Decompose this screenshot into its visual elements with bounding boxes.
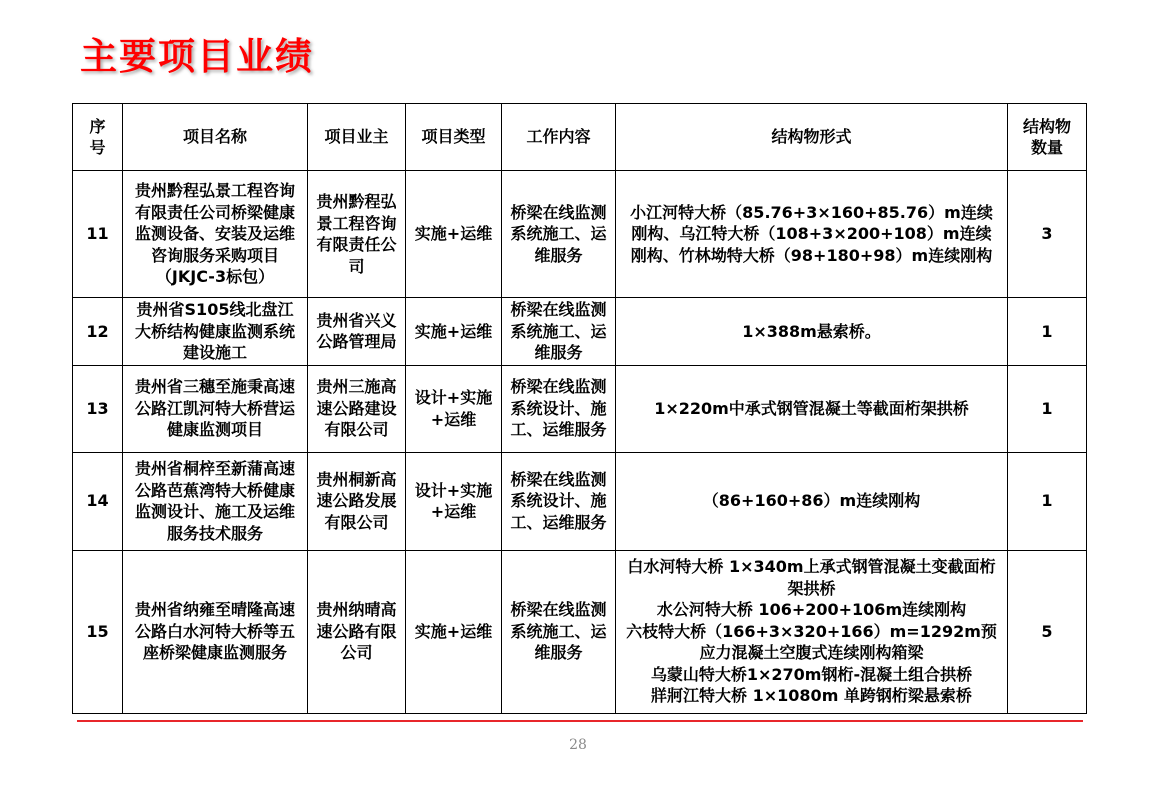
cell-type: 实施+运维 [406,550,502,713]
cell-type: 实施+运维 [406,171,502,298]
cell-name: 贵州省S105线北盘江大桥结构健康监测系统建设施工 [123,298,308,366]
cell-structure: 小江河特大桥（85.76+3×160+85.76）m连续刚构、乌江特大桥（108+3×200+108）m连续刚构、竹林坳特大桥（98+180+98）m连续刚构 [616,171,1008,298]
cell-seq: 12 [73,298,123,366]
cell-owner: 贵州纳晴高速公路有限公司 [308,550,406,713]
cell-structure: （86+160+86）m连续刚构 [616,452,1008,550]
header-count: 结构物数量 [1008,104,1087,171]
table-row [73,452,1087,550]
cell-work: 桥梁在线监测系统施工、运维服务 [502,298,616,366]
cell-type: 设计+实施+运维 [406,452,502,550]
cell-structure: 1×388m悬索桥。 [616,298,1008,366]
cell-owner: 贵州省兴义公路管理局 [308,298,406,366]
cell-name: 贵州省纳雍至晴隆高速公路白水河特大桥等五座桥梁健康监测服务 [123,550,308,713]
table-row [73,171,1087,298]
cell-count: 3 [1008,171,1087,298]
cell-count: 1 [1008,452,1087,550]
table-row [73,365,1087,452]
table-row [73,550,1087,713]
cell-type: 实施+运维 [406,298,502,366]
cell-seq: 14 [73,452,123,550]
cell-work: 桥梁在线监测系统施工、运维服务 [502,171,616,298]
structure-line: 白水河特大桥 1×340m上承式钢管混凝土变截面桁架拱桥 [627,557,996,598]
structure-line: 六枝特大桥（166+3×320+166）m=1292m预应力混凝土空腹式连续刚构箱梁 [626,621,997,663]
structure-line: 牂牁江特大桥 1×1080m 单跨钢桁梁悬索桥 [651,686,972,706]
cell-type: 设计+实施+运维 [406,365,502,452]
header-owner: 项目业主 [308,104,406,171]
cell-owner: 贵州桐新高速公路发展有限公司 [308,452,406,550]
page-number: 28 [569,737,587,753]
cell-owner: 贵州三施高速公路建设有限公司 [308,365,406,452]
cell-name: 贵州黔程弘景工程咨询有限责任公司桥梁健康监测设备、安装及运维咨询服务采购项目（JKJC-3标包） [123,171,308,298]
cell-work: 桥梁在线监测系统设计、施工、运维服务 [502,365,616,452]
structure-line: 水公河特大桥 106+200+106m连续刚构 [656,600,967,620]
cell-structure: 1×220m中承式钢管混凝土等截面桁架拱桥 [616,365,1008,452]
cell-seq: 15 [73,550,123,713]
table-header-row [73,104,1087,171]
header-name: 项目名称 [123,104,308,171]
structure-line: 乌蒙山特大桥1×270m钢桁-混凝土组合拱桥 [650,664,973,684]
cell-seq: 13 [73,365,123,452]
cell-work: 桥梁在线监测系统设计、施工、运维服务 [502,452,616,550]
cell-name: 贵州省三穗至施秉高速公路江凯河特大桥营运健康监测项目 [123,365,308,452]
header-type: 项目类型 [406,104,502,171]
table-row [73,298,1087,366]
cell-owner: 贵州黔程弘景工程咨询有限责任公司 [308,171,406,298]
cell-count: 5 [1008,550,1087,713]
footer-divider [77,720,1083,722]
cell-seq: 11 [73,171,123,298]
header-work: 工作内容 [502,104,616,171]
cell-count: 1 [1008,298,1087,366]
header-seq: 序号 [73,104,123,171]
header-structure: 结构物形式 [616,104,1008,171]
cell-structure [616,550,1008,713]
project-performance-table [72,103,1087,714]
cell-name: 贵州省桐梓至新蒲高速公路芭蕉湾特大桥健康监测设计、施工及运维服务技术服务 [123,452,308,550]
cell-work: 桥梁在线监测系统施工、运维服务 [502,550,616,713]
page-title: 主要项目业绩 [80,35,314,78]
cell-count: 1 [1008,365,1087,452]
